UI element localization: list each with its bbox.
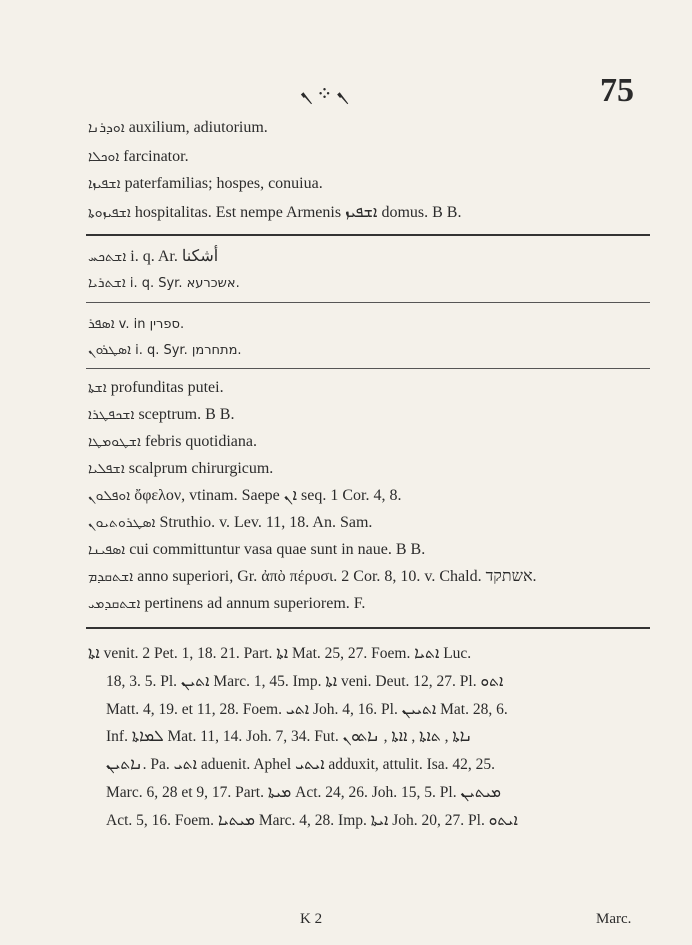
entry-definition: i. q. Ar. أشكنا — [130, 248, 219, 265]
entry-definition: Struthio. v. Lev. 11, 18. An. Sam. — [159, 514, 373, 531]
paragraph-line: 18, 3. 5. Pl. ܐܬܝܢ Marc. 1, 45. Imp. ܐܬܐ veni. Deut. 12, 27. Pl. ܐܬܘ — [106, 672, 504, 690]
syriac-headword: ܐܫܟܦܛܪܐ — [88, 407, 135, 423]
syriac-headword: ܐܫܦܠܝܐ — [88, 461, 125, 477]
dictionary-entry — [88, 147, 189, 167]
signature-mark: K 2 — [300, 911, 323, 927]
entry-definition: i. q. Syr. מתחרמן. — [135, 343, 242, 358]
section-rule — [86, 368, 650, 369]
entry-definition: farcinator. — [123, 148, 189, 165]
dictionary-entry — [88, 247, 218, 267]
dictionary-entry — [88, 513, 372, 533]
syriac-headword: ܐܫܛܘܡܛܐ — [88, 434, 141, 450]
paragraph-line: ܐܬܐ venit. 2 Pet. 1, 18. 21. Part. ܐܬܐ Mat. 25, 27. Foem. ܐܬܝܐ Luc. — [88, 645, 472, 662]
syriac-headword: ܐܫܬܟܚ — [88, 249, 127, 265]
syriac-headword: ܐܣܛܪܘܢ — [88, 342, 132, 358]
syriac-headword: ܐܫܬܪܝܐ — [88, 275, 126, 291]
syriac-headword: ܐܘܦܠܘܢ — [88, 488, 131, 504]
syriac-headword: ܐܘܟܠܐ — [88, 149, 120, 165]
syriac-headword: ܐܣܦܪ — [88, 316, 115, 332]
entry-definition: ὄφελον, vtinam. Saepe ܐܢ seq. 1 Cor. 4, 8. — [134, 487, 402, 504]
dictionary-entry — [88, 405, 234, 425]
dictionary-entry — [88, 340, 242, 361]
paragraph-line: Marc. 6, 28 et 9, 17. Part. ܡܝܬܐ Act. 24, 26. Joh. 15, 5. Pl. ܡܝܬܝܢ — [106, 783, 502, 801]
paragraph-line: Matt. 4, 19. et 11, 28. Foem. ܐܬܝ Joh. 4, 16. Pl. ܐܬܝܝܢ Mat. 28, 6. — [106, 700, 508, 718]
dictionary-entry — [88, 273, 240, 294]
entry-definition: anno superiori, Gr. ἀπὸ πέρυσι. 2 Cor. 8, 10. v. Chald. אשתקד. — [137, 568, 537, 585]
section-rule — [86, 627, 650, 629]
syriac-headword: ܐܣܛܪܘܬܝܘܢ — [88, 515, 156, 531]
paragraph-line: ܢܐܬܝܢ. Pa. ܐܬܝ aduenit. Aphel ܐܝܬܝ adduxit, attulit. Isa. 42, 25. — [106, 756, 496, 774]
syriac-headword: ܐܫܬܩܕܡܝ — [88, 596, 141, 612]
syriac-headword: ܐܘܕܪܢܐ — [88, 120, 125, 136]
dictionary-entry — [88, 174, 323, 194]
dictionary-entry — [88, 567, 537, 587]
entry-definition: v. in ספרין. — [118, 317, 185, 332]
dictionary-entry — [88, 203, 461, 223]
dictionary-entry — [88, 314, 184, 335]
entry-definition: pertinens ad annum superiorem. F. — [144, 595, 366, 612]
dictionary-entry — [88, 486, 401, 506]
entry-definition: paterfamilias; hospes, conuiua. — [124, 175, 323, 192]
entry-definition: sceptrum. B B. — [138, 406, 235, 423]
dictionary-entry — [88, 594, 365, 614]
paragraph-line: Act. 5, 16. Foem. ܡܝܬܝܐ Marc. 4, 28. Imp. ܐܝܬܐ Joh. 20, 27. Pl. ܐܝܬܘ — [106, 811, 518, 829]
verb-paragraph — [88, 640, 648, 835]
page-number: 75 — [600, 72, 634, 109]
entry-definition: i. q. Syr. אשכרעא. — [129, 276, 240, 291]
syriac-headword: ܐܫܬܩܕܡ — [88, 569, 134, 585]
entry-definition: febris quotidiana. — [145, 433, 257, 450]
syriac-headword: ܐܫܦܝܙܐ — [88, 176, 121, 192]
entry-definition: hospitalitas. Est nempe Armenis ܐܫܦܝܙ domus. B B. — [134, 204, 462, 221]
entry-definition: scalprum chirurgicum. — [128, 460, 274, 477]
dictionary-entry — [88, 432, 257, 452]
syriac-headword: ܐܫܬܐ — [88, 380, 107, 396]
section-rule — [86, 302, 650, 303]
entry-definition: profunditas putei. — [110, 379, 224, 396]
dictionary-entry — [88, 459, 273, 479]
entry-definition: cui committuntur vasa quae sunt in naue. B B. — [129, 541, 426, 558]
paragraph-line: Inf. ܠܡܐܬܐ Mat. 11, 14. Joh. 7, 34. Fut. ܢܐܬܐ , ܬܐܬܐ , ܐܐܬܐ , ܢܐܬܘܢ — [106, 728, 473, 746]
dictionary-entry — [88, 378, 224, 398]
dictionary-entry — [88, 540, 425, 560]
section-rule — [86, 234, 650, 236]
syriac-headword: ܐܣܦܝܢܐ — [88, 542, 126, 558]
running-head: ܢ ܀ ܢ — [300, 78, 349, 103]
catchword: Marc. — [596, 911, 632, 927]
entry-definition: auxilium, adiutorium. — [128, 119, 268, 136]
syriac-headword: ܐܫܦܝܙܘܬܐ — [88, 205, 131, 221]
dictionary-entry — [88, 118, 268, 138]
